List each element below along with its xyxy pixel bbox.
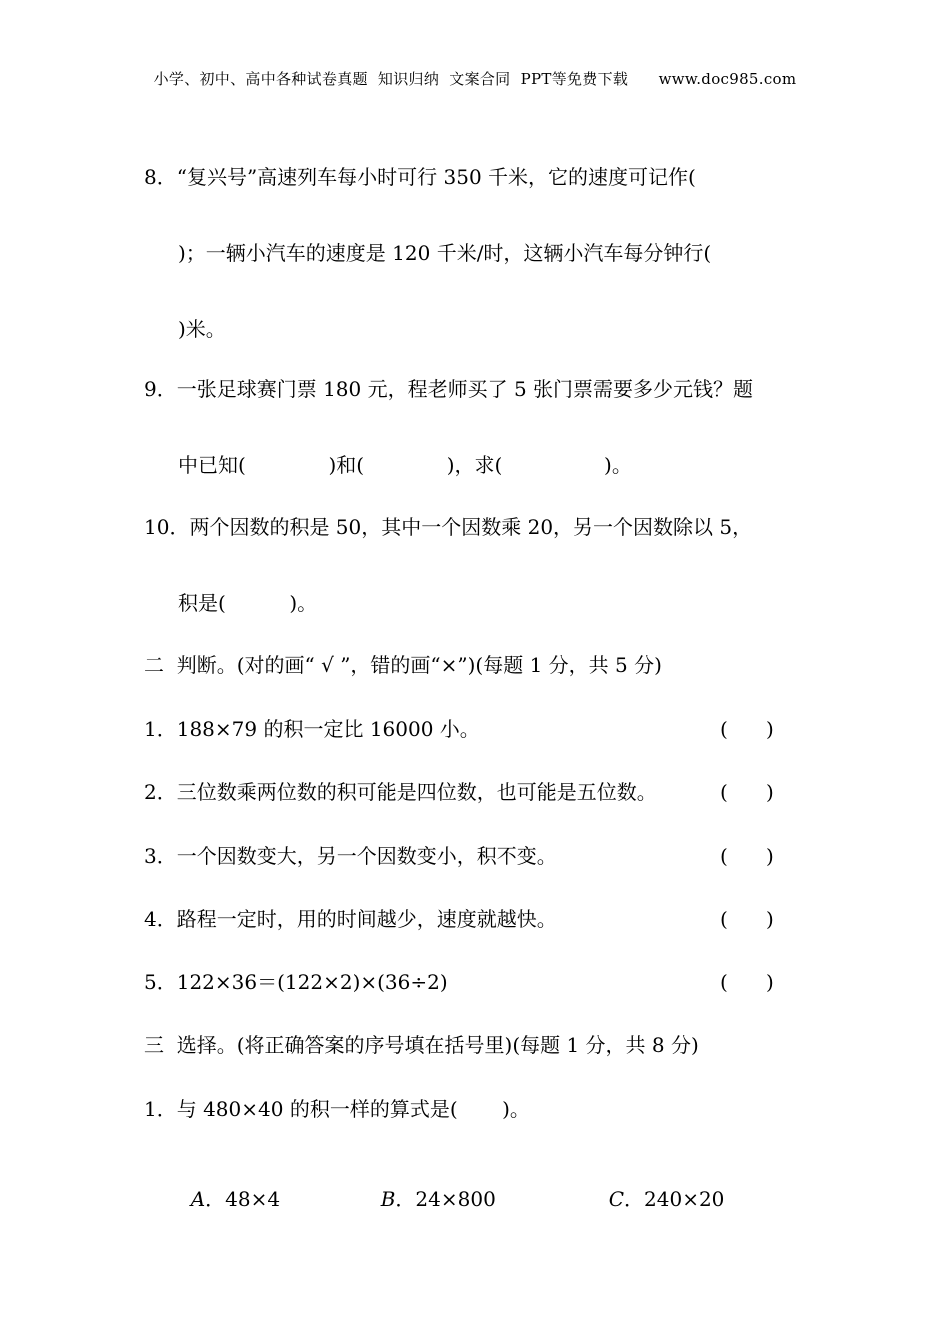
- question-9-line-2: 中已知( )和( )，求( )。: [178, 453, 632, 477]
- answer-bracket-3[interactable]: ( ): [720, 844, 774, 868]
- option-a-text: ．48×4: [205, 1187, 281, 1211]
- answer-bracket-2[interactable]: ( ): [720, 780, 774, 804]
- section-2-title: 二 判断。(对的画“ √ ”，错的画“×”)(每题 1 分，共 5 分): [144, 653, 662, 677]
- judge-item-2: 2．三位数乘两位数的积可能是四位数，也可能是五位数。: [144, 780, 657, 804]
- judge-item-3: 3．一个因数变大，另一个因数变小，积不变。: [144, 844, 557, 868]
- choice-question-1: 1．与 480×40 的积一样的算式是( )。: [144, 1097, 530, 1121]
- option-c-letter: C: [608, 1187, 625, 1211]
- question-10-line-2: 积是( )。: [178, 591, 318, 615]
- judge-item-5: 5．122×36＝(122×2)×(36÷2): [144, 970, 448, 994]
- answer-bracket-1[interactable]: ( ): [720, 717, 774, 741]
- question-9-line-1: 9．一张足球赛门票 180 元，程老师买了 5 张门票需要多少元钱？题: [144, 377, 754, 401]
- question-8-line-1: 8．“复兴号”高速列车每小时可行 350 千米，它的速度可记作(: [144, 165, 696, 189]
- question-8-line-2: )；一辆小汽车的速度是 120 千米/时，这辆小汽车每分钟行(: [178, 241, 712, 265]
- section-3-title: 三 选择。(将正确答案的序号填在括号里)(每题 1 分，共 8 分): [144, 1033, 699, 1057]
- judge-item-4: 4．路程一定时，用的时间越少，速度就越快。: [144, 907, 557, 931]
- site-header: 小学、初中、高中各种试卷真题 知识归纳 文案合同 PPT等免费下载 www.doc985.com: [153, 70, 797, 88]
- answer-bracket-5[interactable]: ( ): [720, 970, 774, 994]
- judge-item-1: 1．188×79 的积一定比 16000 小。: [144, 717, 480, 741]
- option-c-text: ．240×20: [624, 1187, 725, 1211]
- option-a[interactable]: [178, 1160, 280, 1212]
- answer-bracket-4[interactable]: ( ): [720, 907, 774, 931]
- question-8-line-3: )米。: [178, 317, 226, 341]
- option-b-text: ．24×800: [395, 1187, 496, 1211]
- option-b[interactable]: [368, 1160, 496, 1212]
- option-b-letter: B: [380, 1187, 396, 1211]
- option-a-letter: A: [190, 1187, 206, 1211]
- option-c[interactable]: [596, 1160, 724, 1212]
- question-10-line-1: 10．两个因数的积是 50，其中一个因数乘 20，另一个因数除以 5，: [144, 515, 753, 539]
